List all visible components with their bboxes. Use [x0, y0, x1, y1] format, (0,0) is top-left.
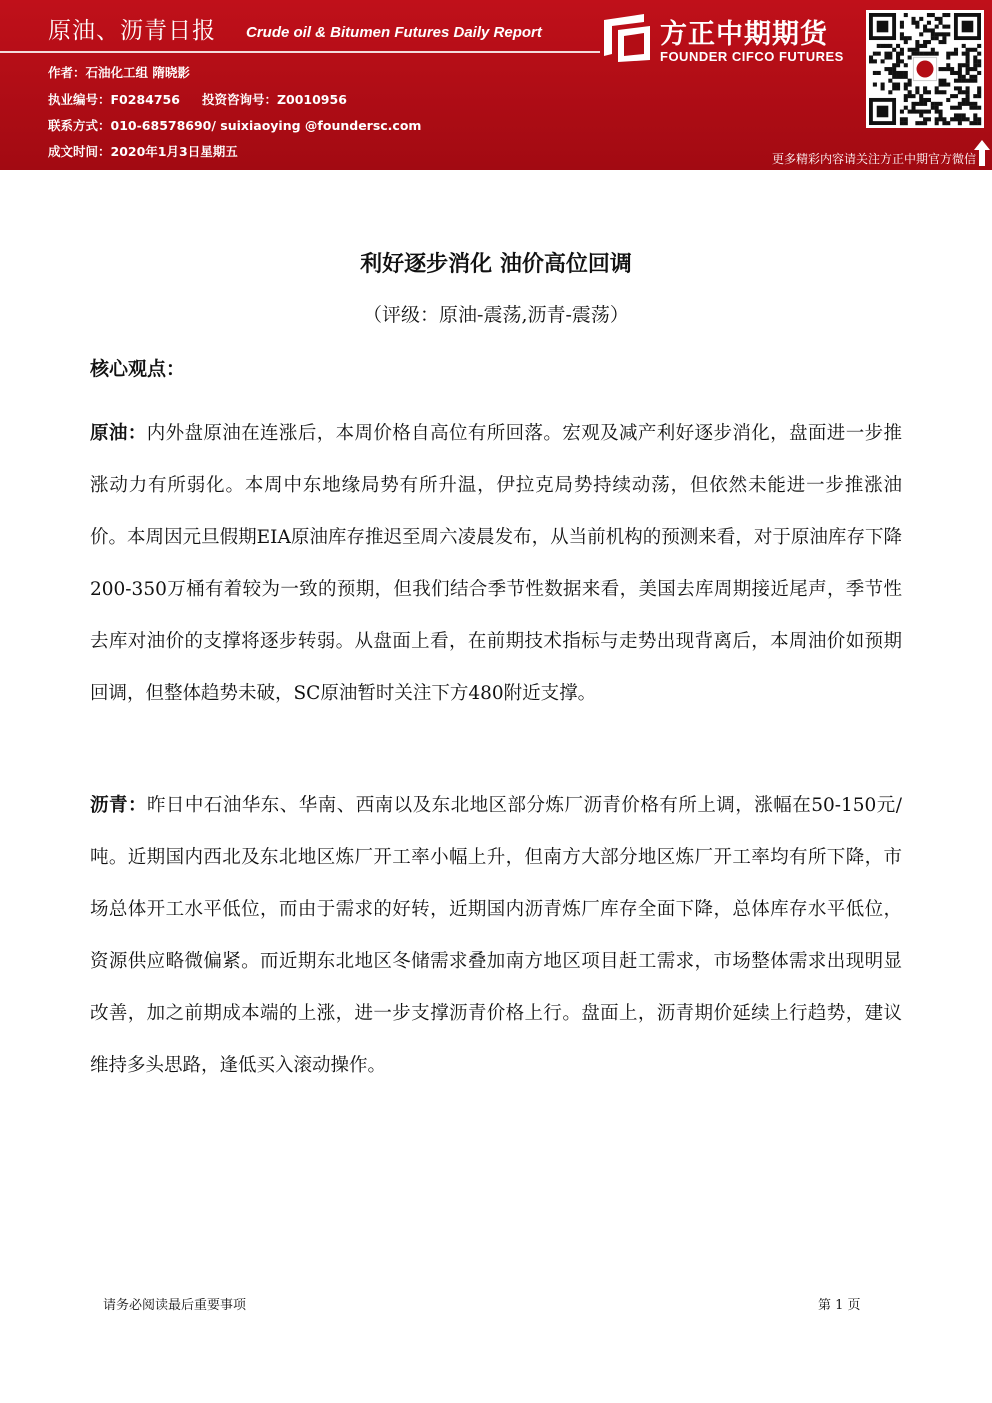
report-title-cn: 原油、沥青日报: [48, 18, 216, 44]
brand-name-en: FOUNDER CIFCO FUTURES: [660, 49, 844, 64]
author-name: 石油化工组 隋晓影: [85, 65, 190, 80]
consult-label: 投资咨询号：: [201, 92, 277, 107]
crude-oil-paragraph: [90, 408, 902, 720]
brand-logo-icon: [604, 14, 650, 62]
core-view-heading: 核心观点：: [90, 358, 186, 380]
rating-line: （评级：原油-震荡,沥青-震荡）: [363, 304, 629, 326]
license-label: 执业编号：: [48, 92, 111, 107]
report-date: 2020年1月3日星期五: [110, 144, 238, 159]
page-number: 第 1 页: [818, 1298, 861, 1313]
brand-logo: [604, 12, 854, 72]
contact-info[interactable]: 010-68578690/ suixiaoying @foundersc.com: [110, 118, 422, 133]
footer-notice: 请务必阅读最后重要事项: [103, 1298, 247, 1313]
consult-number: Z0010956: [276, 92, 347, 107]
document-title: 利好逐步消化 油价高位回调: [360, 251, 632, 277]
bitumen-lead: 沥青：: [90, 795, 147, 816]
contact-label: 联系方式：: [48, 118, 111, 133]
author-line: [48, 63, 190, 81]
license-number: F0284756: [110, 92, 180, 107]
bitumen-paragraph: [90, 780, 902, 1092]
license-line: [48, 90, 347, 108]
contact-line: [48, 116, 421, 134]
report-header: [0, 0, 992, 170]
report-title-en: Crude oil & Bitumen Futures Daily Report: [246, 24, 542, 41]
arrow-up-icon: [974, 140, 990, 166]
bitumen-body: 昨日中石油华东、华南、西南以及东北地区部分炼厂沥青价格有所上调，涨幅在50-150元/吨。近期国内西北及东北地区炼厂开工率小幅上升，但南方大部分地区炼厂开工率均有所下降，市场总体开工水平低位，而由于需求的好转，近期国内沥青炼厂库存全面下降，总体库存水平低位，资源供应略微偏紧。而近期东北地区冬储需求叠加南方地区项目赶工需求，市场整体需求出现明显改善，加之前期成本端的上涨，进一步支撑沥青价格上行。盘面上，沥青期价延续上行趋势，建议维持多头思路，逢低买入滚动操作。: [90, 795, 902, 1076]
date-line: [48, 142, 238, 160]
date-label: 成文时间：: [48, 144, 111, 159]
author-label: 作者：: [48, 65, 86, 80]
crude-oil-lead: 原油：: [90, 423, 147, 444]
qr-code-icon: [866, 10, 984, 128]
header-divider: [0, 51, 600, 53]
brand-name-cn: 方正中期期货: [660, 19, 828, 50]
wechat-follow-note: 更多精彩内容请关注方正中期官方微信: [771, 152, 976, 166]
crude-oil-body: 内外盘原油在连涨后，本周价格自高位有所回落。宏观及减产利好逐步消化，盘面进一步推涨动力有所弱化。本周中东地缘局势有所升温，伊拉克局势持续动荡，但依然未能进一步推涨油价。本周因元旦假期EIA原油库存推迟至周六凌晨发布，从当前机构的预测来看，对于原油库存下降200-350万桶有着较为一致的预期，但我们结合季节性数据来看，美国去库周期接近尾声，季节性去库对油价的支撑将逐步转弱。从盘面上看，在前期技术指标与走势出现背离后，本周油价如预期回调，但整体趋势未破，SC原油暂时关注下方480附近支撑。: [90, 423, 902, 704]
